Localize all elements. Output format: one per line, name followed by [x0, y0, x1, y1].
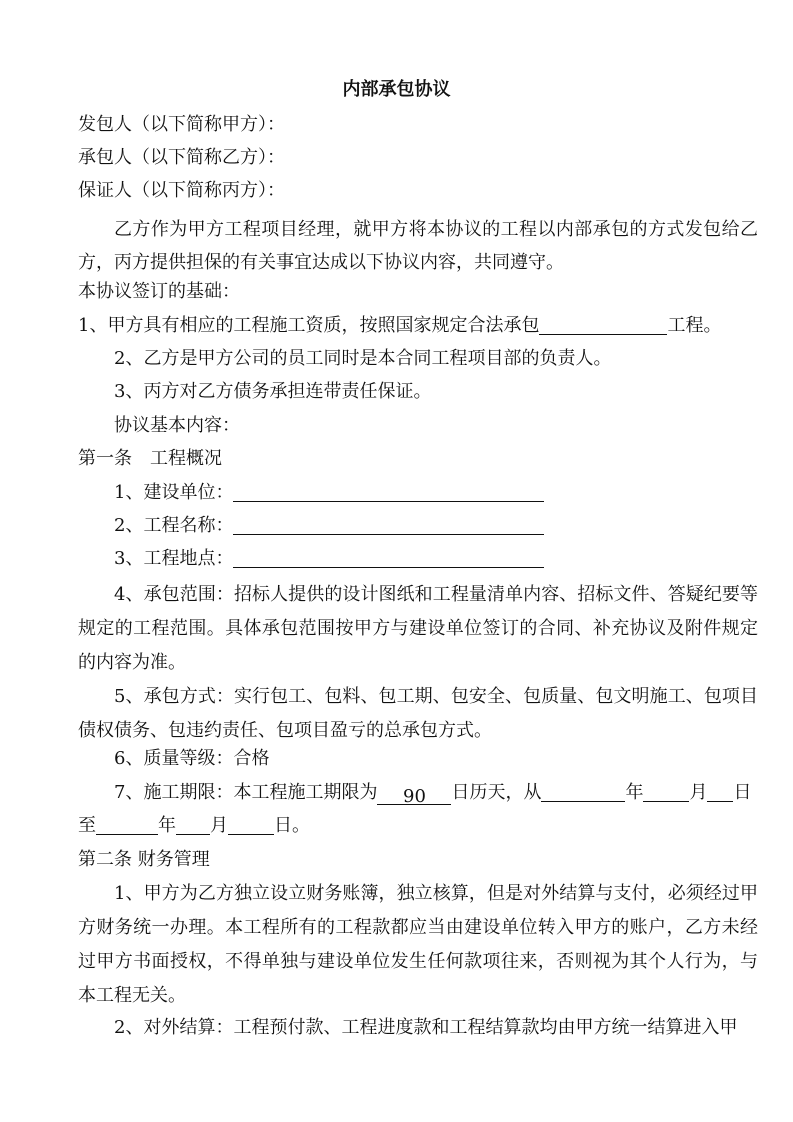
start-year-label: 年	[625, 782, 644, 803]
basis-item-2: 2、乙方是甲方公司的员工同时是本合同工程项目部的负责人。	[114, 348, 612, 369]
finance-item-2: 2、对外结算：工程预付款、工程进度款和工程结算款均由甲方统一结算进入甲	[114, 1017, 738, 1038]
start-month-blank[interactable]	[643, 783, 689, 802]
basis-item-1-end: 工程。	[667, 315, 722, 336]
basis-heading: 本协议签订的基础：	[78, 281, 240, 302]
end-month-blank[interactable]	[176, 816, 210, 835]
party-b-line: 承包人（以下简称乙方）：	[78, 147, 285, 168]
end-day-blank[interactable]	[228, 816, 274, 835]
start-day-label: 日	[733, 782, 752, 803]
project-location-blank[interactable]	[233, 549, 544, 568]
project-name-blank[interactable]	[233, 516, 544, 535]
end-year-blank[interactable]	[96, 816, 158, 835]
to-label: 至	[78, 815, 96, 836]
article-1-heading: 第一条 工程概况	[78, 448, 222, 469]
item-1-line	[114, 482, 544, 504]
basis-item-1	[78, 315, 721, 337]
basis-item-3: 3、丙方对乙方债务承担连带责任保证。	[114, 381, 432, 402]
item-2-line	[114, 515, 544, 537]
item-7-text-b: 日历天，从	[451, 782, 542, 803]
construction-unit-blank[interactable]	[233, 483, 544, 502]
party-c-line: 保证人（以下简称丙方）：	[78, 180, 285, 201]
basis-item-1-text: 1、甲方具有相应的工程施工资质，按照国家规定合法承包	[78, 315, 540, 336]
intro-paragraph: 乙方作为甲方工程项目经理，就甲方将本协议的工程以内部承包的方式发包给乙方，丙方提供担保的有关事宜达成以下协议内容，共同遵守。	[78, 219, 758, 273]
finance-item-1: 1、甲方为乙方独立设立财务账簿，独立核算，但是对外结算与支付，必须经过甲方财务统一办理。本工程所有的工程款都应当由建设单位转入甲方的账户，乙方未经过甲方书面授权，不得单独与建设单位发生任何款项往来，否则视为其个人行为，与本工程无关。	[78, 883, 758, 1006]
item-3-line	[114, 548, 544, 570]
start-month-label: 月	[689, 782, 708, 803]
party-a-line: 发包人（以下简称甲方）：	[78, 114, 285, 135]
content-heading: 协议基本内容：	[114, 415, 240, 436]
item-4-paragraph: 4、承包范围：招标人提供的设计图纸和工程量清单内容、招标文件、答疑纪要等规定的工程范围。具体承包范围按甲方与建设单位签订的合同、补充协议及附件规定的内容为准。	[78, 584, 758, 673]
start-year-blank[interactable]	[541, 783, 625, 802]
end-month-label: 月	[210, 815, 228, 836]
item-6-line: 6、质量等级：合格	[114, 748, 270, 769]
item-2-label: 2、工程名称：	[114, 515, 234, 536]
item-7-text-a: 7、施工期限：本工程施工期限为	[114, 782, 378, 803]
end-day-label: 日。	[274, 815, 310, 836]
duration-days-field[interactable]: 90	[377, 786, 451, 805]
item-7-end-line	[78, 815, 310, 837]
article-2-heading: 第二条 财务管理	[78, 849, 210, 870]
item-5-paragraph: 5、承包方式：实行包工、包料、包工期、包安全、包质量、包文明施工、包项目债权债务、包违约责任、包项目盈亏的总承包方式。	[78, 686, 758, 741]
end-year-label: 年	[158, 815, 176, 836]
contract-scope-blank[interactable]	[539, 316, 667, 335]
item-3-label: 3、工程地点：	[114, 548, 234, 569]
item-7-line	[114, 782, 751, 805]
start-day-blank[interactable]	[707, 783, 733, 802]
document-title: 内部承包协议	[342, 79, 451, 100]
item-1-label: 1、建设单位：	[114, 482, 234, 503]
